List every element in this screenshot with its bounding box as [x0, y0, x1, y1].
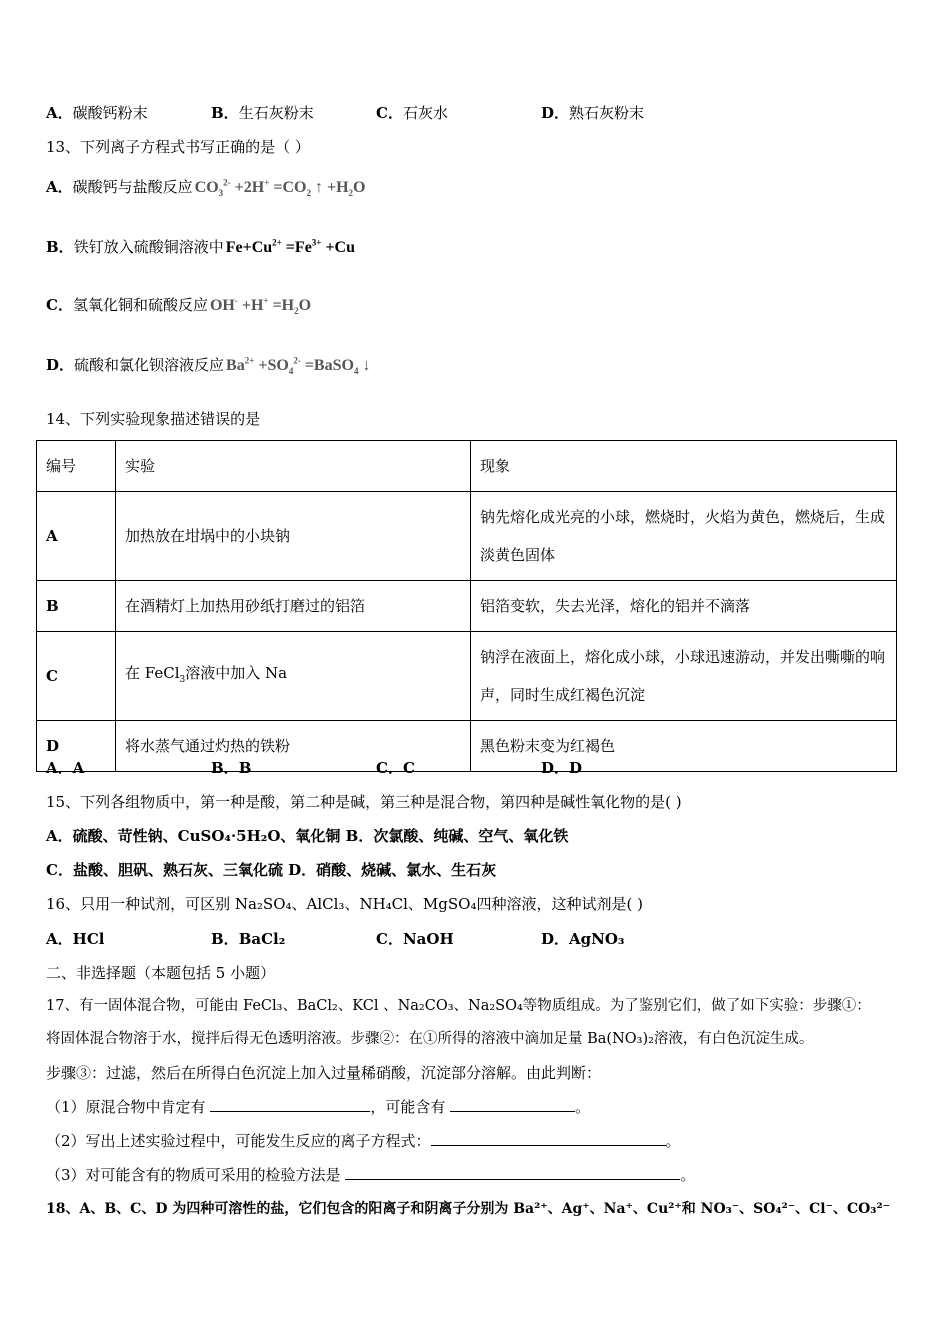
equation-a: $CO_3^{2-} +2H^+ =CO_2$ ↑ $+H_2O$ — [194, 177, 366, 199]
row-phenomenon: 黑色粉末变为红褐色 — [471, 721, 897, 772]
q17-line3: 步骤③：过滤，然后在所得白色沉淀上加入过量稀硝酸，沉淀部分溶解。由此判断： — [46, 1064, 602, 1082]
q14-option-d: D．D — [541, 759, 583, 777]
q12-option-b: B．生石灰粉末 — [211, 104, 314, 122]
q14-question: 14、下列实验现象描述错误的是 — [46, 410, 261, 428]
answer-blank[interactable] — [450, 1097, 575, 1112]
row-phenomenon: 钠先熔化成光亮的小球，燃烧时，火焰为黄色，燃烧后，生成淡黄色固体 — [471, 492, 897, 581]
header-experiment: 实验 — [116, 441, 471, 492]
q12-option-a: A．碳酸钙粉末 — [46, 104, 148, 122]
q18-text: 18、A、B、C、D 为四种可溶性的盐，它们包含的阳离子和阴离子分别为 Ba²⁺、Ag⁺、Na⁺、Cu²⁺和 NO₃⁻、SO₄²⁻、Cl⁻、CO₃²⁻ — [46, 1201, 890, 1217]
row-id: B — [37, 581, 116, 632]
q13-option-d: D．硫酸和氯化钡溶液反应 $Ba^{2+} +SO_4^{2-}$ =BaSO$_4$ ↓ — [46, 355, 371, 377]
answer-blank[interactable] — [431, 1131, 666, 1146]
answer-blank[interactable] — [345, 1165, 680, 1180]
q13-question: 13、下列离子方程式书写正确的是（ ） — [46, 138, 310, 156]
equation-d: $Ba^{2+} +SO_4^{2-}$ =BaSO$_4$ ↓ — [226, 355, 371, 377]
row-id: C — [37, 632, 116, 721]
q16-option-b: B．BaCl₂ — [211, 930, 286, 948]
header-id: 编号 — [37, 441, 116, 492]
table-header-row — [37, 441, 897, 492]
q17-part3: （3）对可能含有的物质可采用的检验方法是 。 — [46, 1166, 696, 1184]
q14-option-b: B．B — [211, 759, 252, 777]
table-row — [37, 632, 897, 721]
row-id: D — [37, 721, 116, 772]
answer-blank[interactable] — [210, 1097, 370, 1112]
equation-b: $Fe+Cu^{2+} =Fe^{3+} +Cu$ — [225, 237, 356, 256]
q14-option-c: C．C — [376, 759, 415, 777]
row-phenomenon: 铝箔变软，失去光泽，熔化的铝并不滴落 — [471, 581, 897, 632]
row-experiment: 在 FeCl$_3$溶液中加入 Na — [116, 632, 471, 721]
q16-option-c: C．NaOH — [376, 930, 454, 948]
q15-options-line2: C．盐酸、胆矾、熟石灰、三氧化硫 D．硝酸、烧碱、氯水、生石灰 — [46, 861, 497, 879]
table-row — [37, 721, 897, 772]
q13-option-a: A．碳酸钙与盐酸反应 $CO_3^{2-} +2H^+ =CO_2$ ↑ $+H_2O$ — [46, 177, 366, 199]
q12-option-d: D．熟石灰粉末 — [541, 104, 645, 122]
q16-question: 16、只用一种试剂，可区别 Na₂SO₄、AlCl₃、NH₄Cl、MgSO₄四种溶液，这种试剂是( ) — [46, 895, 643, 913]
q17-part2: （2）写出上述实验过程中，可能发生反应的离子方程式： 。 — [46, 1132, 681, 1150]
q17-line2: 将固体混合物溶于水，搅拌后得无色透明溶液。步骤②：在①所得的溶液中滴加足量 Ba(NO₃)₂溶液，有白色沉淀生成。 — [46, 1031, 814, 1047]
table-row — [37, 492, 897, 581]
q16-option-a: A．HCl — [46, 930, 105, 948]
q17-line1: 17、有一固体混合物，可能由 FeCl₃、BaCl₂、KCl 、Na₂CO₃、Na₂SO₄等物质组成。为了鉴别它们，做了如下实验：步骤①： — [46, 998, 871, 1014]
q13-option-c: C．氢氧化铜和硫酸反应 $OH^- +H^+ =H_2O$ — [46, 295, 312, 317]
section-heading: 二、非选择题（本题包括 5 小题） — [46, 964, 276, 982]
q15-question: 15、下列各组物质中，第一种是酸，第二种是碱，第三种是混合物，第四种是碱性氧化物的是( ) — [46, 793, 682, 811]
row-experiment: 在酒精灯上加热用砂纸打磨过的铝箔 — [116, 581, 471, 632]
q14-option-a: A．A — [46, 759, 85, 777]
q16-option-d: D．AgNO₃ — [541, 930, 625, 948]
q15-options-line1: A．硫酸、苛性钠、CuSO₄·5H₂O、氧化铜 B．次氯酸、纯碱、空气、氧化铁 — [46, 827, 569, 845]
row-experiment: 将水蒸气通过灼热的铁粉 — [116, 721, 471, 772]
row-id: A — [37, 492, 116, 581]
q12-option-c: C．石灰水 — [376, 104, 448, 122]
header-phenomenon: 现象 — [471, 441, 897, 492]
experiment-table — [36, 440, 897, 772]
row-phenomenon: 钠浮在液面上，熔化成小球，小球迅速游动，并发出嘶嘶的响声，同时生成红褐色沉淀 — [471, 632, 897, 721]
equation-c: $OH^- +H^+ =H_2O$ — [209, 295, 312, 317]
row-experiment: 加热放在坩埚中的小块钠 — [116, 492, 471, 581]
q13-option-b: B．铁钉放入硫酸铜溶液中 $Fe+Cu^{2+} =Fe^{3+} +Cu$ — [46, 237, 356, 256]
table-row — [37, 581, 897, 632]
q17-part1: （1）原混合物中肯定有 ，可能含有 。 — [46, 1098, 591, 1116]
